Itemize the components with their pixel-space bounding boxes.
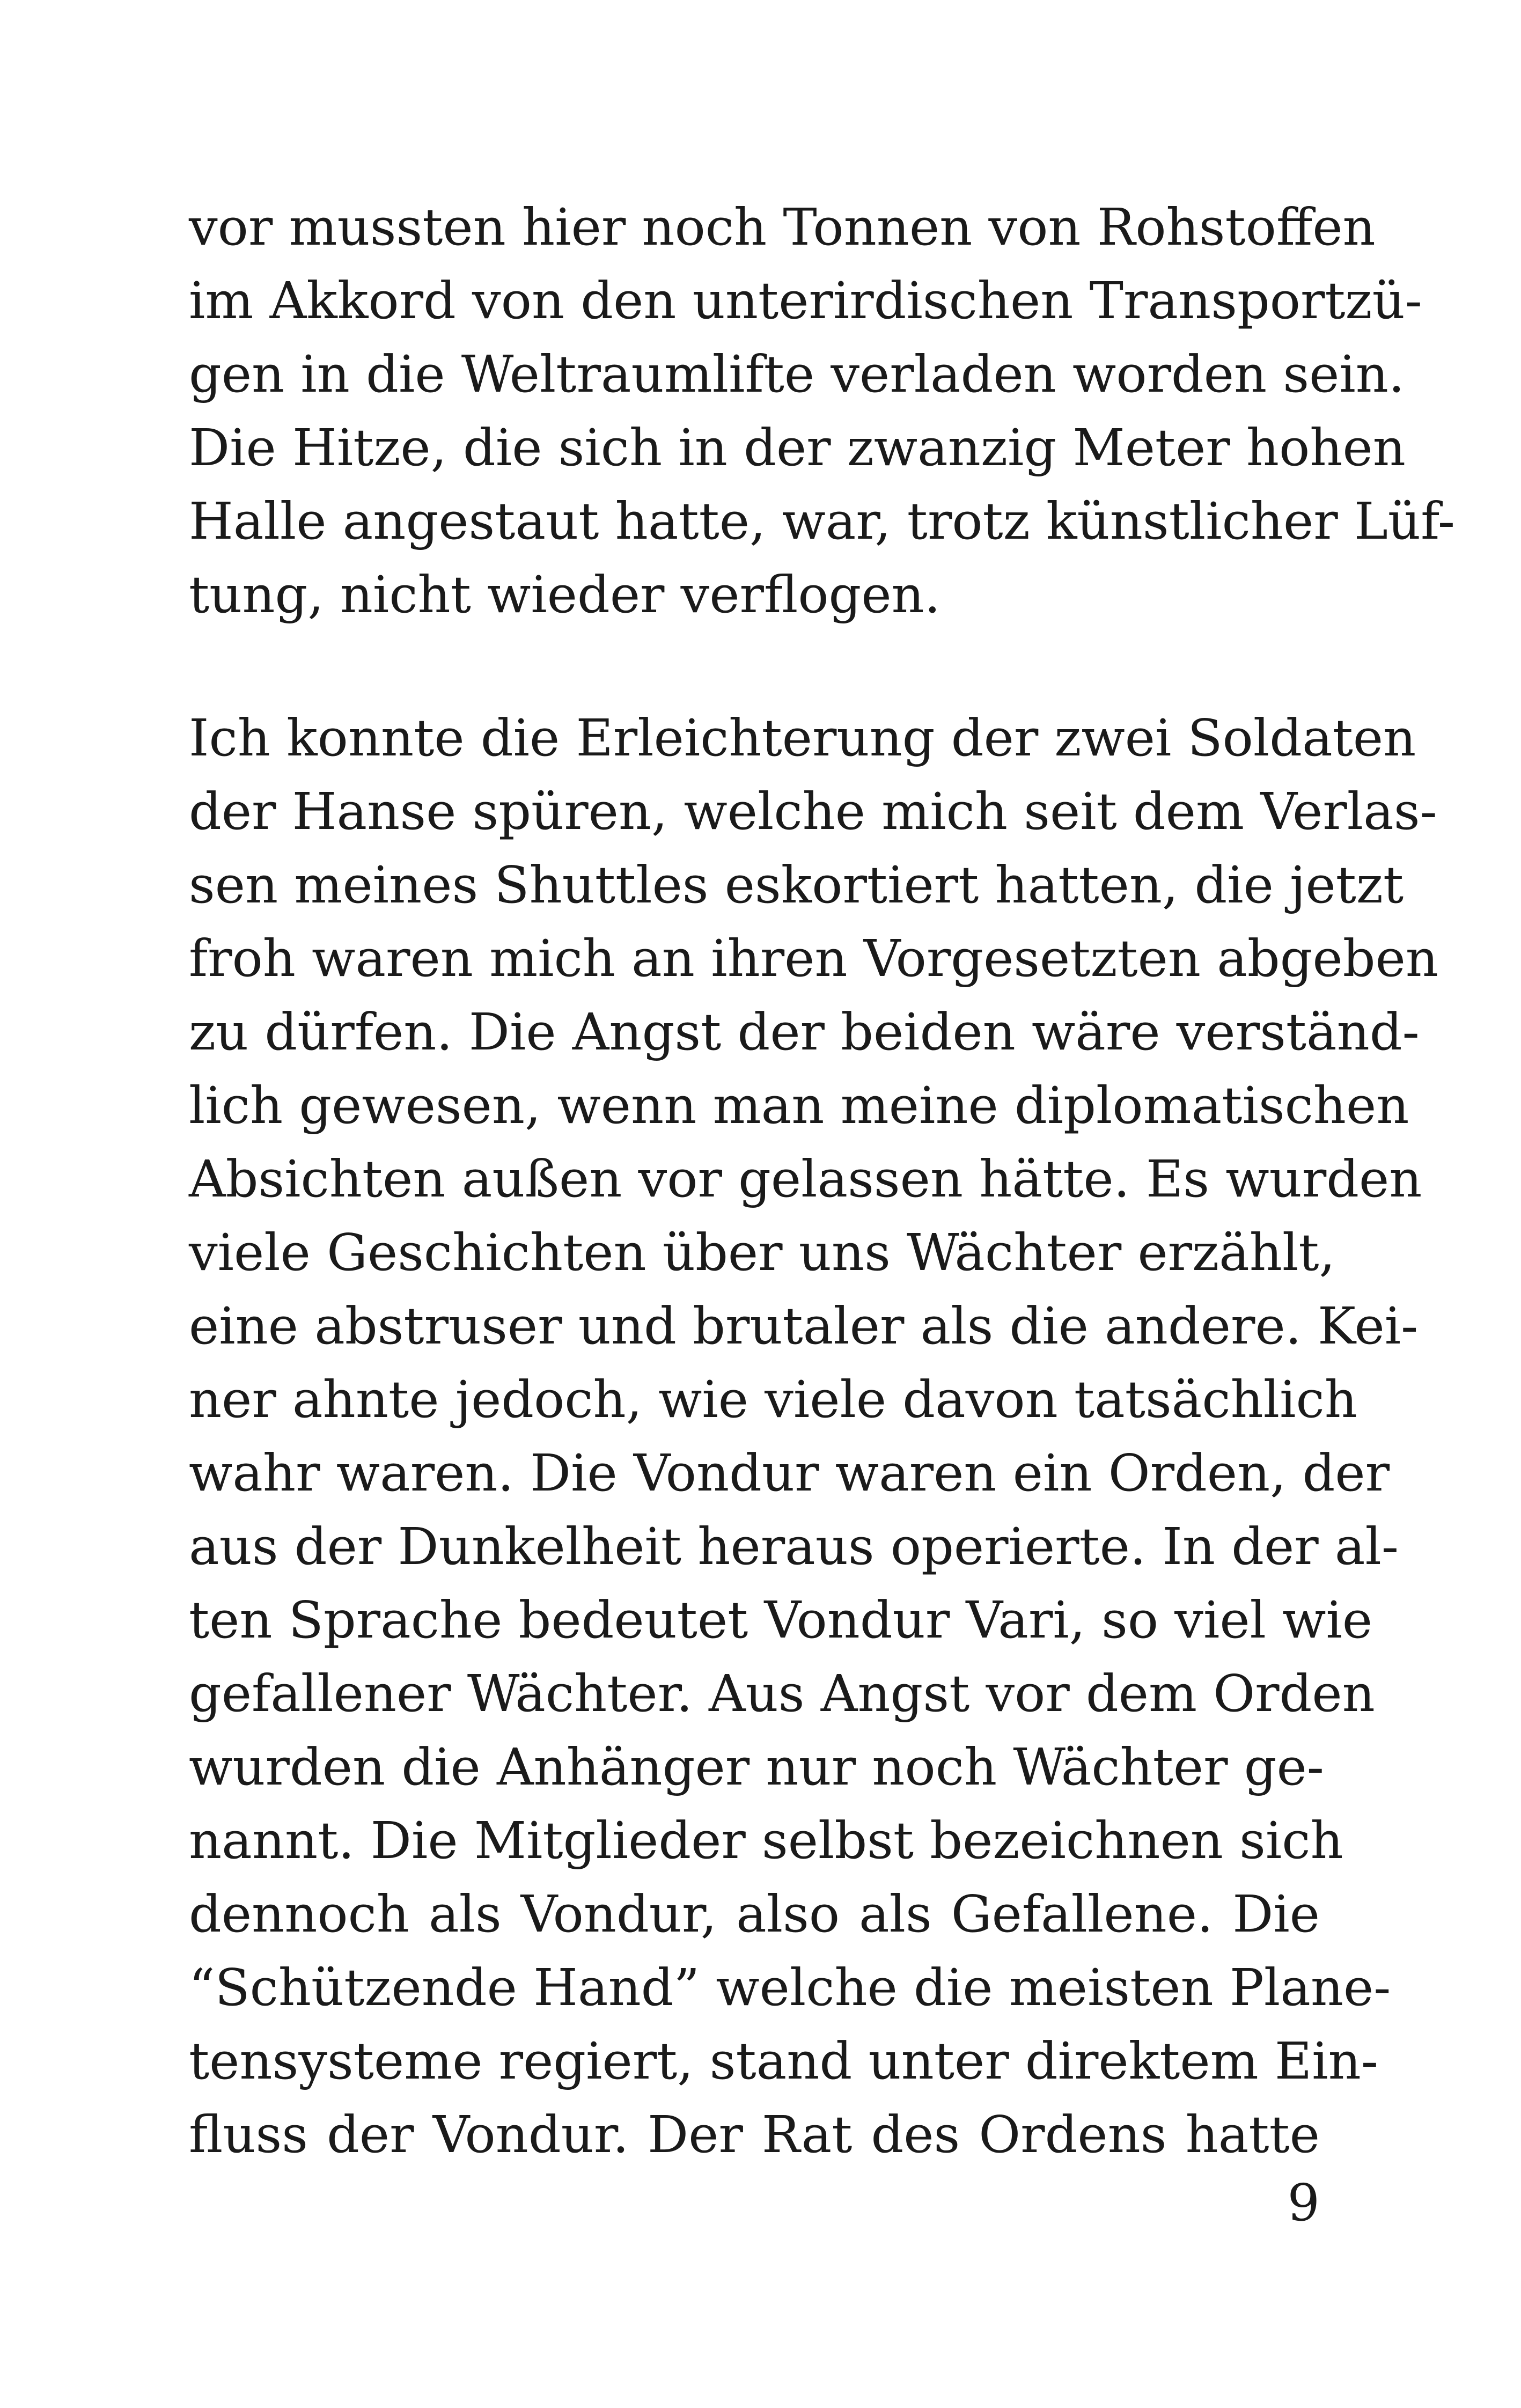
text-line: “Schützende Hand” welche die meisten Plane- — [189, 1958, 1391, 2017]
text-line: gefallener Wächter. Aus Angst vor dem Orden — [189, 1664, 1375, 1723]
text-line: ten Sprache bedeutet Vondur Vari, so viel wie — [189, 1591, 1373, 1650]
text-line: aus der Dunkelheit heraus operierte. In der al- — [189, 1517, 1399, 1576]
text-line: der Hanse spüren, welche mich seit dem Verlas- — [189, 782, 1437, 841]
paragraph-2 — [189, 702, 1438, 2172]
text-line: wurden die Anhänger nur noch Wächter ge- — [189, 1738, 1324, 1797]
text-line: viele Geschichten über uns Wächter erzählt, — [189, 1223, 1335, 1282]
text-line: Die Hitze, die sich in der zwanzig Meter hohen — [189, 419, 1406, 478]
text-line: eine abstruser und brutaler als die andere. Kei- — [189, 1297, 1419, 1356]
text-line: Absichten außen vor gelassen hätte. Es wurden — [189, 1150, 1422, 1209]
text-line: vor mussten hier noch Tonnen von Rohstoffen — [189, 198, 1376, 257]
paragraph-1 — [189, 191, 1455, 632]
page-number: 9 — [1287, 2174, 1320, 2233]
text-line: nannt. Die Mitglieder selbst bezeichnen sich — [189, 1811, 1343, 1870]
text-line: sen meines Shuttles eskortiert hatten, die jetzt — [189, 856, 1404, 915]
text-line: Halle angestaut hatte, war, trotz künstlicher Lüf- — [189, 492, 1455, 551]
text-line: im Akkord von den unterirdischen Transportzü- — [189, 271, 1422, 331]
text-line: tung, nicht wieder verflogen. — [189, 566, 940, 625]
text-line: froh waren mich an ihren Vorgesetzten abgeben — [189, 929, 1438, 988]
text-line: zu dürfen. Die Angst der beiden wäre verständ- — [189, 1003, 1420, 1062]
text-line: tensysteme regiert, stand unter direktem Ein- — [189, 2032, 1378, 2091]
text-line: gen in die Weltraumlifte verladen worden sein. — [189, 345, 1405, 404]
text-line: lich gewesen, wenn man meine diplomatischen — [189, 1076, 1409, 1135]
text-line: ner ahnte jedoch, wie viele davon tatsächlich — [189, 1370, 1357, 1429]
text-line: Ich konnte die Erleichterung der zwei Soldaten — [189, 709, 1416, 768]
text-line: fluss der Vondur. Der Rat des Ordens hatte — [189, 2105, 1320, 2164]
text-line: wahr waren. Die Vondur waren ein Orden, der — [189, 1444, 1390, 1503]
text-line: dennoch als Vondur, also als Gefallene. Die — [189, 1885, 1320, 1944]
